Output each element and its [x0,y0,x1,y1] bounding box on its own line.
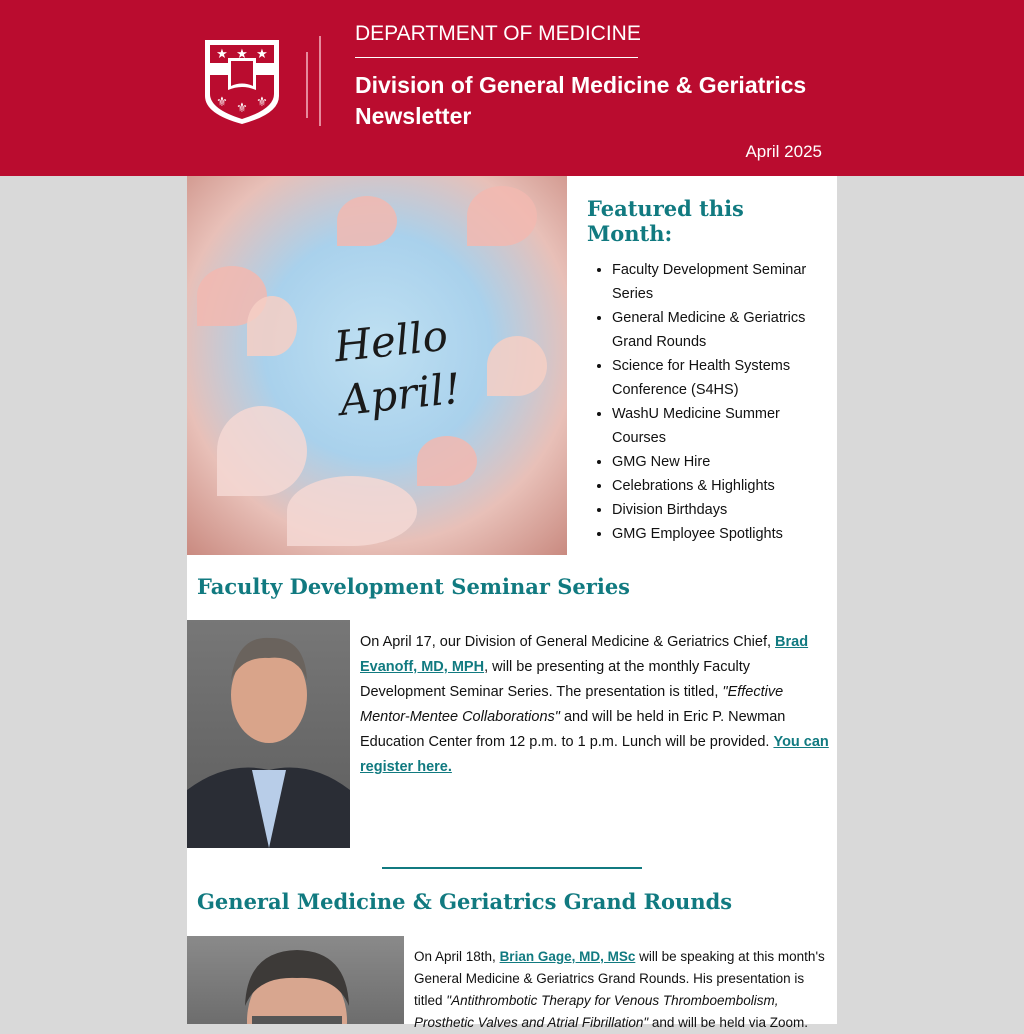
featured-item: • General Medicine & Geriatrics Grand Rounds [612,306,827,354]
featured-item: • Science for Health Systems Conference (S4HS) [612,354,827,402]
text: , will be presenting at the monthly Faculty Development Seminar Series. The presentation is titled, [360,659,751,700]
newsletter-body [187,176,837,1030]
speaker-link[interactable]: Brad Evanoff, MD, MPH [360,634,809,675]
division-name: Division of General Medicine & Geriatrics [355,72,807,98]
newsletter-title [355,70,806,132]
svg-text:★: ★ [216,46,228,61]
header-rule [355,57,638,58]
section-paragraph [414,946,832,1034]
newsletter-label: Newsletter [355,103,472,129]
section-divider [382,867,642,869]
presentation-title: "Antithrombotic Therapy for Venous Thromboembolism, Prosthetic Valves and Atrial Fibrillation" [414,993,779,1030]
svg-text:★: ★ [236,46,248,61]
svg-text:⚜: ⚜ [256,94,268,109]
hero-line-1: Hello [331,310,451,372]
featured-item: • WashU Medicine Summer Courses [612,402,827,450]
featured-item: • Faculty Development Seminar Series [612,258,827,306]
text: and will be held via Zoom. [648,1015,808,1030]
svg-text:⚜: ⚜ [236,100,248,115]
featured-list [587,196,827,546]
hero-line-2: April! [337,363,464,426]
university-shield-logo [202,36,282,126]
divider [306,52,308,118]
speaker-link[interactable]: Brian Gage, MD, MSc [499,949,636,964]
featured-item: • Division Birthdays [612,498,827,522]
featured-item: • GMG New Hire [612,450,827,474]
text: and will be held in Eric P. Newman Education Center from 12 p.m. to 1 p.m. Lunch will be provided. [360,709,786,750]
speaker-photo [187,620,350,848]
hello-april-image [187,176,567,555]
featured-item: • GMG Employee Spotlights [612,522,827,546]
svg-text:⚜: ⚜ [216,94,228,109]
section-title: Faculty Development Seminar Series [197,574,631,599]
featured-title: Featured this Month: [587,196,744,246]
text: On April 17, our Division of General Medicine & Geriatrics Chief, [360,634,776,650]
svg-text:★: ★ [256,46,268,61]
divider [319,36,321,126]
newsletter-header [0,0,1024,176]
featured-item: • Celebrations & Highlights [612,474,827,498]
register-link[interactable]: You can register here. [360,734,829,775]
text: will be speaking at this month's General Medicine & Geriatrics Grand Rounds. His presentation is titled [414,949,825,1008]
speaker-photo [187,936,404,1024]
department-name: DEPARTMENT OF MEDICINE [355,22,641,45]
text: On April 18th, [414,949,500,964]
section-paragraph [360,630,830,780]
hello-april-text [332,308,464,428]
section-title: General Medicine & Geriatrics Grand Rounds [197,889,733,914]
issue-date: April 2025 [745,142,822,161]
presentation-title: "Effective Mentor-Mentee Collaborations" [360,684,784,725]
